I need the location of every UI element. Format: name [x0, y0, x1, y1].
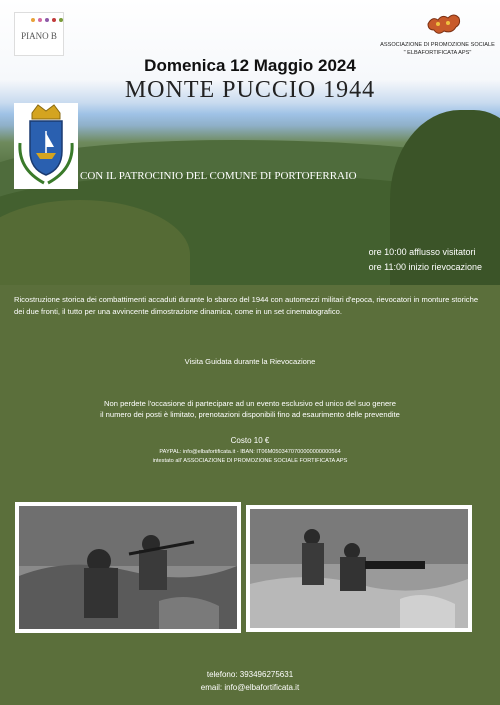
guided-visit-note: Visita Guidata durante la Rievocazione — [184, 357, 316, 366]
event-description: Ricostruzione storica dei combattimenti accaduti durante lo sbarco del 1944 con automezzi militari d'epoca, rievocatori in monture storiche dei due fronti, il tutto per una avvincente dimostrazione dinamica, come in un set cinematografico. — [14, 295, 479, 316]
elba-island-logo-icon — [426, 10, 462, 38]
association-name-line2: " ELBAFORTIFICATA APS" — [403, 50, 472, 56]
patronage-line: CON IL PATROCINIO DEL COMUNE DI PORTOFERRAIO — [80, 170, 357, 182]
invite-line2: il numero dei posti è limitato, prenotazioni disponibili fino ad esaurimento delle prevendite — [100, 410, 400, 419]
payment-line1: PAYPAL: info@elbafortificata.it - IBAN: IT06M0503470700000000000564 — [159, 449, 341, 455]
invite-line1: Non perdete l'occasione di partecipare ad un evento esclusivo ed unico del suo genere — [104, 399, 396, 408]
contact-email: email: info@elbafortificata.it — [200, 683, 300, 692]
piano-b-logo-text: PIANO B — [21, 31, 57, 41]
logo-dots — [31, 18, 63, 22]
ticket-cost: Costo 10 € — [230, 436, 270, 445]
payment-line2: intestato all' ASSOCIAZIONE DI PROMOZIONE SOCIALE FORTIFICATA APS — [152, 458, 348, 464]
association-name-line1: ASSOCIAZIONE DI PROMOZIONE SOCIALE — [380, 42, 495, 48]
schedule-arrival: ore 10:00 afflusso visitatori — [368, 247, 476, 257]
payment-info — [0, 448, 500, 466]
contact-phone: telefono: 393496275631 — [206, 670, 294, 679]
event-date: Domenica 12 Maggio 2024 — [144, 56, 356, 75]
schedule — [369, 245, 482, 275]
reenactment-photo-left — [15, 502, 241, 633]
portoferraio-crest-icon — [14, 103, 78, 189]
piano-b-logo — [14, 12, 64, 56]
event-title: MONTE PUCCIO 1944 — [124, 77, 376, 103]
reenactment-photo-right — [246, 505, 472, 632]
invite-text — [0, 398, 500, 420]
schedule-start: ore 11:00 inizio rievocazione — [368, 262, 482, 272]
